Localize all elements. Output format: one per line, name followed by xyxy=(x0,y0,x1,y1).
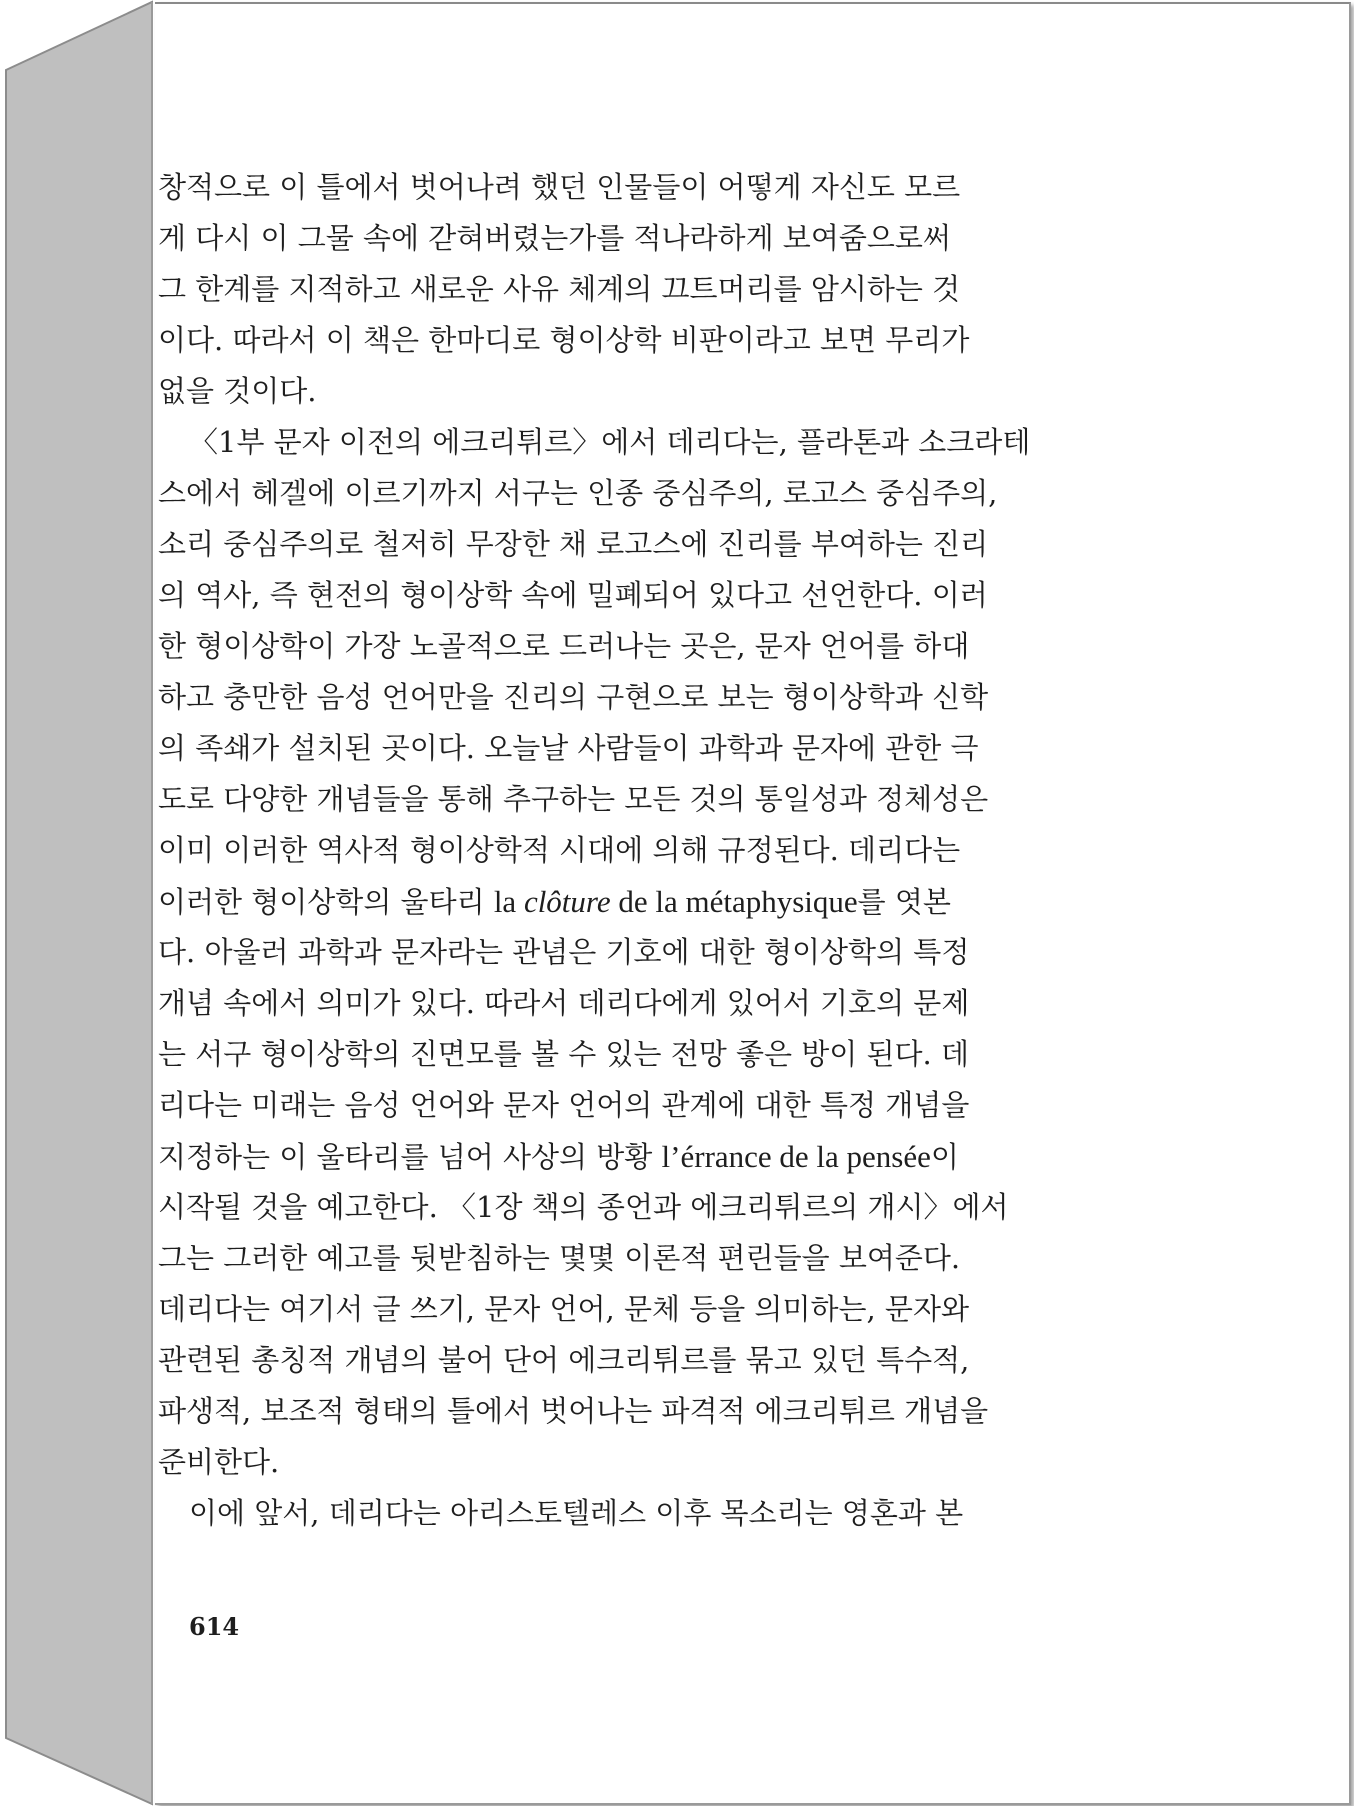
text-line: 이미 이러한 역사적 형이상학적 시대에 의해 규정된다. 데리다는 xyxy=(158,833,961,867)
text-line: 준비한다. xyxy=(158,1445,280,1479)
text-line: 리다는 미래는 음성 언어와 문자 언어의 관계에 대한 특정 개념을 xyxy=(158,1088,970,1122)
text-line: 다. 아울러 과학과 문자라는 관념은 기호에 대한 형이상학의 특정 xyxy=(158,935,970,969)
book-spine xyxy=(0,0,160,1806)
text-line: 게 다시 이 그물 속에 갇혀버렸는가를 적나라하게 보여줌으로써 xyxy=(158,221,951,255)
text-segment: 이 xyxy=(930,1140,959,1174)
text-line: 소리 중심주의로 철저히 무장한 채 로고스에 진리를 부여하는 진리 xyxy=(158,527,989,561)
french-term-italic: clôture xyxy=(523,884,611,919)
page-number: 614 xyxy=(189,1612,240,1641)
text-line: 개념 속에서 의미가 있다. 따라서 데리다에게 있어서 기호의 문제 xyxy=(158,986,970,1020)
text-segment: 이러한 형이상학의 울타리 xyxy=(158,885,494,919)
body-text xyxy=(158,162,1182,1539)
text-line: 파생적, 보조적 형태의 틀에서 벗어나는 파격적 에크리튀르 개념을 xyxy=(158,1394,989,1428)
text-line: 이에 앞서, 데리다는 아리스토텔레스 이후 목소리는 영혼과 본 xyxy=(189,1496,964,1530)
text-line: 도로 다양한 개념들을 통해 추구하는 모든 것의 통일성과 정체성은 xyxy=(158,782,989,816)
text-line xyxy=(158,876,1182,927)
text-line: 는 서구 형이상학의 진면모를 볼 수 있는 전망 좋은 방이 된다. 데 xyxy=(158,1037,969,1071)
text-line: 스에서 헤겔에 이르기까지 서구는 인종 중심주의, 로고스 중심주의, xyxy=(158,476,998,510)
french-term: la xyxy=(493,884,524,919)
text-segment: 지정하는 이 울타리를 넘어 사상의 방황 xyxy=(158,1140,662,1174)
french-term: de la métaphysique xyxy=(610,884,858,919)
text-line: 한 형이상학이 가장 노골적으로 드러나는 곳은, 문자 언어를 하대 xyxy=(158,629,970,663)
text-line: 하고 충만한 음성 언어만을 진리의 구현으로 보는 형이상학과 신학 xyxy=(158,680,989,714)
text-line: 데리다는 여기서 글 쓰기, 문자 언어, 문체 등을 의미하는, 문자와 xyxy=(158,1292,969,1326)
text-line: 창적으로 이 틀에서 벗어나려 했던 인물들이 어떻게 자신도 모르 xyxy=(158,170,961,204)
text-line: 의 족쇄가 설치된 곳이다. 오늘날 사람들이 과학과 문자에 관한 극 xyxy=(158,731,979,765)
text-line: 시작될 것을 예고한다. 〈1장 책의 종언과 에크리튀르의 개시〉에서 xyxy=(158,1190,1009,1224)
text-line: 의 역사, 즉 현전의 형이상학 속에 밀폐되어 있다고 선언한다. 이러 xyxy=(158,578,988,612)
french-term: l’érrance de la pensée xyxy=(661,1139,931,1174)
text-line: 그는 그러한 예고를 뒷받침하는 몇몇 이론적 편린들을 보여준다. xyxy=(158,1241,961,1275)
paragraph xyxy=(158,417,1182,1488)
paragraph xyxy=(158,162,1182,417)
text-line: 이다. 따라서 이 책은 한마디로 형이상학 비판이라고 보면 무리가 xyxy=(158,323,970,357)
text-line: 그 한계를 지적하고 새로운 사유 체계의 끄트머리를 암시하는 것 xyxy=(158,272,961,306)
text-line: 관련된 총칭적 개념의 불어 단어 에크리튀르를 묶고 있던 특수적, xyxy=(158,1343,970,1377)
text-segment: 를 엿본 xyxy=(857,885,951,919)
text-line: 〈1부 문자 이전의 에크리튀르〉에서 데리다는, 플라톤과 소크라테 xyxy=(189,425,1031,459)
text-line: 없을 것이다. xyxy=(158,374,317,408)
text-line xyxy=(158,1131,1182,1182)
paragraph xyxy=(158,1488,1182,1539)
